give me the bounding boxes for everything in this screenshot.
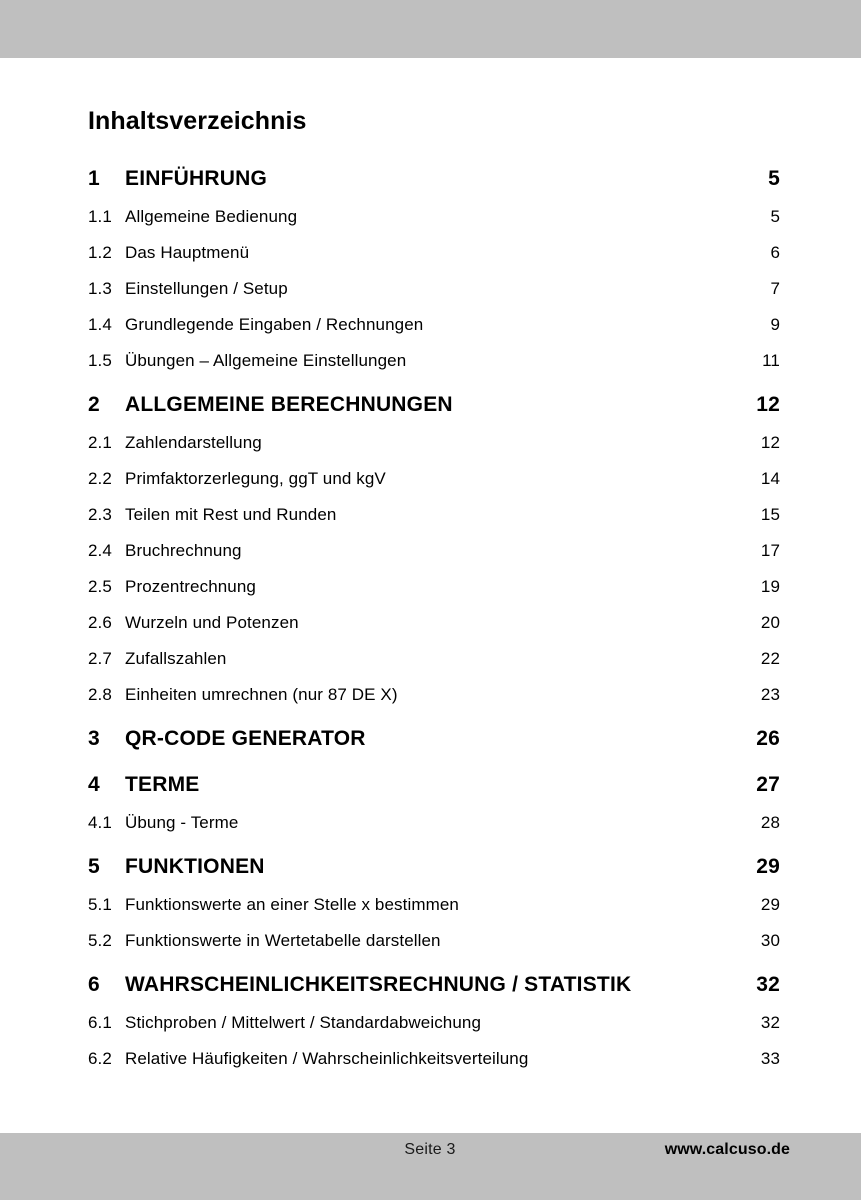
toc-entry[interactable]	[0, 497, 861, 533]
toc-entry[interactable]	[0, 199, 861, 235]
toc-entry[interactable]	[0, 1041, 861, 1077]
toc-entry-number: 6.1	[88, 1013, 112, 1032]
toc-entry[interactable]	[0, 533, 861, 569]
footer-page-number: Seite 3	[404, 1141, 456, 1158]
toc-entry-number: 2.3	[88, 505, 112, 524]
toc-entry[interactable]	[0, 605, 861, 641]
toc-entry-page-number: 30	[760, 931, 780, 950]
toc-entry-label: Übung - Terme	[125, 813, 239, 832]
toc-entry-label: TERME	[125, 773, 200, 796]
toc-entry-label: EINFÜHRUNG	[125, 167, 267, 190]
toc-entry-number: 1.3	[88, 279, 112, 298]
toc-entry-number: 1.5	[88, 351, 112, 370]
toc-entry-number: 6.2	[88, 1049, 112, 1068]
footer-content	[0, 1141, 861, 1171]
toc-entry-label: Wurzeln und Potenzen	[125, 613, 299, 632]
toc-entry-number: 6	[88, 973, 100, 996]
toc-entry[interactable]	[0, 959, 861, 1005]
page-content	[0, 58, 861, 1133]
toc-entry-page-number: 12	[756, 393, 780, 416]
toc-entry-label: Relative Häufigkeiten / Wahrscheinlichkeitsverteilung	[125, 1049, 529, 1068]
toc-entry-number: 2.5	[88, 577, 112, 596]
toc-entry-page-number: 33	[760, 1049, 780, 1068]
toc-entry-number: 1.4	[88, 315, 112, 334]
toc-entry[interactable]	[0, 1005, 861, 1041]
toc-entry-page-number: 29	[760, 895, 780, 914]
toc-entry-page-number: 23	[760, 685, 780, 704]
toc-entry-page-number: 12	[760, 433, 780, 452]
toc-entry-page-number: 6	[770, 243, 780, 262]
page-title: Inhaltsverzeichnis	[88, 107, 307, 135]
toc-entry[interactable]	[0, 759, 861, 805]
toc-entry[interactable]	[0, 379, 861, 425]
toc-entry-page-number: 26	[756, 727, 780, 750]
toc-entry[interactable]	[0, 923, 861, 959]
toc-entry[interactable]	[0, 153, 861, 199]
header-band	[0, 0, 861, 58]
toc-entry-page-number: 5	[770, 207, 780, 226]
toc-entry-label: Zufallszahlen	[125, 649, 227, 668]
toc-entry[interactable]	[0, 343, 861, 379]
toc-entry-page-number: 28	[760, 813, 780, 832]
toc-entry-label: ALLGEMEINE BERECHNUNGEN	[125, 393, 453, 416]
toc-entry-number: 1.1	[88, 207, 112, 226]
toc-entry-number: 5	[88, 855, 100, 878]
toc-entry-page-number: 22	[760, 649, 780, 668]
toc-entry[interactable]	[0, 841, 861, 887]
toc-entry-number: 2.8	[88, 685, 112, 704]
toc-entry-label: Teilen mit Rest und Runden	[125, 505, 337, 524]
toc-entry-page-number: 17	[760, 541, 780, 560]
toc-entry-number: 3	[88, 727, 100, 750]
toc-entry-number: 1	[88, 167, 100, 190]
toc-entry-number: 2.1	[88, 433, 112, 452]
toc-entry-number: 1.2	[88, 243, 112, 262]
toc-entry-label: Grundlegende Eingaben / Rechnungen	[125, 315, 424, 334]
toc-entry-label: Übungen – Allgemeine Einstellungen	[125, 351, 407, 370]
footer-band	[0, 1133, 861, 1200]
toc-entry-page-number: 5	[768, 167, 780, 190]
toc-entry-page-number: 14	[760, 469, 780, 488]
toc-entry-page-number: 20	[760, 613, 780, 632]
toc-entry-number: 4.1	[88, 813, 112, 832]
toc-entry-label: Funktionswerte in Wertetabelle darstellen	[125, 931, 441, 950]
toc-entry-number: 2.6	[88, 613, 112, 632]
toc-entry-label: Funktionswerte an einer Stelle x bestimmen	[125, 895, 459, 914]
toc-entry[interactable]	[0, 805, 861, 841]
toc-entry-label: Einheiten umrechnen (nur 87 DE X)	[125, 685, 398, 704]
toc-entry-label: Einstellungen / Setup	[125, 279, 288, 298]
toc-entry-page-number: 7	[770, 279, 780, 298]
toc-entry-label: WAHRSCHEINLICHKEITSRECHNUNG / STATISTIK	[125, 973, 632, 996]
toc-entry-label: Primfaktorzerlegung, ggT und kgV	[125, 469, 386, 488]
toc-entry[interactable]	[0, 887, 861, 923]
toc-entry-page-number: 32	[756, 973, 780, 996]
table-of-contents	[0, 153, 861, 1077]
toc-entry[interactable]	[0, 307, 861, 343]
toc-entry-page-number: 29	[756, 855, 780, 878]
toc-entry-number: 2.2	[88, 469, 112, 488]
toc-entry-label: Zahlendarstellung	[125, 433, 262, 452]
toc-entry-number: 4	[88, 773, 100, 796]
toc-entry-page-number: 32	[760, 1013, 780, 1032]
toc-entry-label: Allgemeine Bedienung	[125, 207, 298, 226]
toc-entry-page-number: 15	[760, 505, 780, 524]
toc-entry-page-number: 27	[756, 773, 780, 796]
toc-entry[interactable]	[0, 235, 861, 271]
toc-entry[interactable]	[0, 677, 861, 713]
toc-entry-number: 2.4	[88, 541, 112, 560]
toc-entry-label: Bruchrechnung	[125, 541, 242, 560]
toc-entry-label: QR-CODE GENERATOR	[125, 727, 366, 750]
toc-entry-number: 2	[88, 393, 100, 416]
toc-entry-page-number: 19	[760, 577, 780, 596]
toc-entry[interactable]	[0, 425, 861, 461]
toc-entry-label: Prozentrechnung	[125, 577, 256, 596]
toc-entry-page-number: 11	[762, 351, 780, 370]
toc-entry[interactable]	[0, 713, 861, 759]
toc-entry-label: FUNKTIONEN	[125, 855, 265, 878]
toc-entry[interactable]	[0, 271, 861, 307]
toc-entry-label: Stichproben / Mittelwert / Standardabweichung	[125, 1013, 482, 1032]
toc-entry-number: 5.2	[88, 931, 112, 950]
toc-entry[interactable]	[0, 569, 861, 605]
footer-website-link[interactable]: www.calcuso.de	[664, 1141, 790, 1158]
toc-entry-number: 2.7	[88, 649, 112, 668]
toc-entry-label: Das Hauptmenü	[125, 243, 250, 262]
toc-entry[interactable]	[0, 641, 861, 677]
toc-entry[interactable]	[0, 461, 861, 497]
toc-entry-number: 5.1	[88, 895, 112, 914]
toc-entry-page-number: 9	[770, 315, 780, 334]
